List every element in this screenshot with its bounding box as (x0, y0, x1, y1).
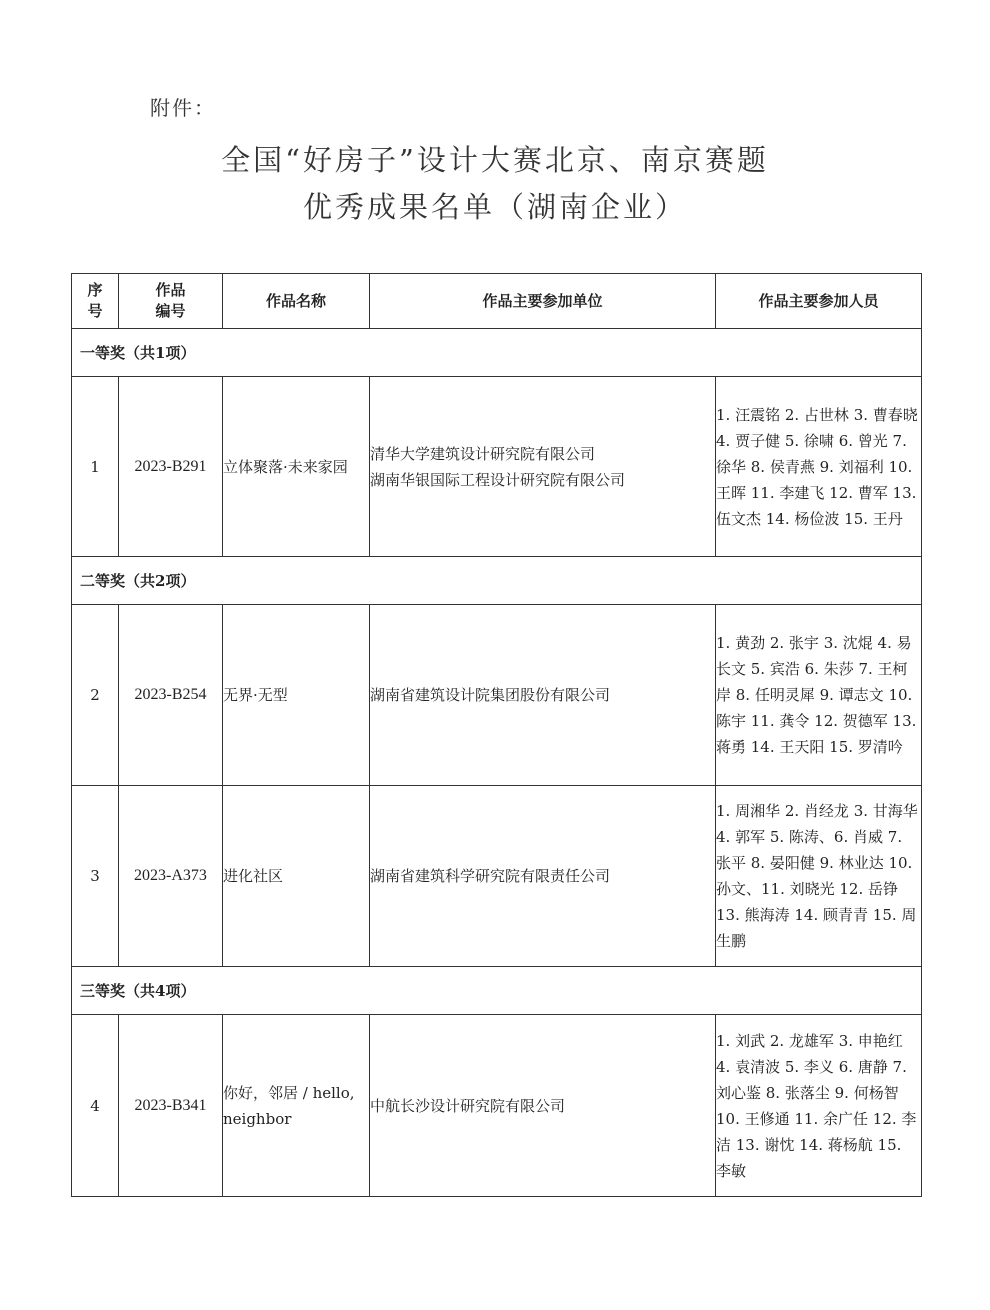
category-label: 一等奖（共1项） (72, 329, 922, 377)
unit-name: 清华大学建筑设计研究院有限公司 (370, 444, 596, 463)
document-title-line-1: 全国“好房子”设计大赛北京、南京赛题 (221, 143, 769, 177)
row-work-name: 进化社区 (223, 786, 370, 967)
row-units (370, 377, 716, 557)
row-people: 1. 汪震铭 2. 占世林 3. 曹春晓 4. 贾子健 5. 徐啸 6. 曾光 7. 徐华 8. 侯青燕 9. 刘福利 10. 王晖 11. 李建飞 12. 曹军 13. 伍文杰 14. 杨俭波 15. 王丹 (716, 377, 922, 557)
row-no: 2 (72, 605, 119, 786)
category-label: 三等奖（共4项） (72, 967, 922, 1015)
category-label: 二等奖（共2项） (72, 557, 922, 605)
row-code: 2023-B254 (119, 605, 223, 786)
row-code: 2023-B291 (119, 377, 223, 557)
row-no: 4 (72, 1015, 119, 1197)
unit-name: 湖南省建筑设计院集团股份有限公司 (370, 686, 611, 704)
row-units (370, 1015, 716, 1197)
header-code: 作品 编号 (119, 274, 223, 329)
category-row-first-prize (72, 329, 922, 377)
row-people: 1. 刘武 2. 龙雄军 3. 申艳红 4. 袁清波 5. 李义 6. 唐静 7. 刘心鉴 8. 张落尘 9. 何杨智 10. 王修通 11. 余广任 12. 李洁 13. 谢忱 14. 蒋杨航 15. 李敏 (716, 1015, 922, 1197)
header-people: 作品主要参加人员 (716, 274, 922, 329)
table-row (72, 605, 922, 786)
header-units: 作品主要参加单位 (370, 274, 716, 329)
table-row (72, 1015, 922, 1197)
row-units (370, 786, 716, 967)
unit-name: 湖南华银国际工程设计研究院有限公司 (370, 470, 626, 489)
header-name: 作品名称 (223, 274, 370, 329)
results-table (71, 273, 922, 1197)
row-people: 1. 黄劲 2. 张宇 3. 沈焜 4. 易长文 5. 宾浩 6. 朱莎 7. 王柯岸 8. 任明灵犀 9. 谭志文 10. 陈宇 11. 龚令 12. 贺德军 13. 蒋勇 14. 王天阳 15. 罗清吟 (716, 605, 922, 786)
unit-name: 湖南省建筑科学研究院有限责任公司 (370, 867, 611, 885)
row-code: 2023-A373 (119, 786, 223, 967)
document-title-line-2: 优秀成果名单（湖南企业） (302, 190, 687, 224)
row-code: 2023-B341 (119, 1015, 223, 1197)
row-no: 3 (72, 786, 119, 967)
category-row-second-prize (72, 557, 922, 605)
table-row (72, 377, 922, 557)
row-work-name: 无界·无型 (223, 605, 370, 786)
attachment-label: 附件： (150, 96, 216, 120)
row-units (370, 605, 716, 786)
table-row (72, 786, 922, 967)
row-no: 1 (72, 377, 119, 557)
row-people: 1. 周湘华 2. 肖经龙 3. 甘海华 4. 郭军 5. 陈涛、6. 肖威 7. 张平 8. 晏阳健 9. 林业达 10. 孙文、11. 刘晓光 12. 岳铮 13. 熊海涛 14. 顾青青 15. 周生鹏 (716, 786, 922, 967)
row-work-name: 立体聚落·未来家园 (223, 377, 370, 557)
table-header-row (72, 274, 922, 329)
category-row-third-prize (72, 967, 922, 1015)
header-no: 序 号 (72, 274, 119, 329)
unit-name: 中航长沙设计研究院有限公司 (370, 1096, 566, 1115)
row-work-name: 你好，邻居 / hello, neighbor (223, 1015, 370, 1197)
